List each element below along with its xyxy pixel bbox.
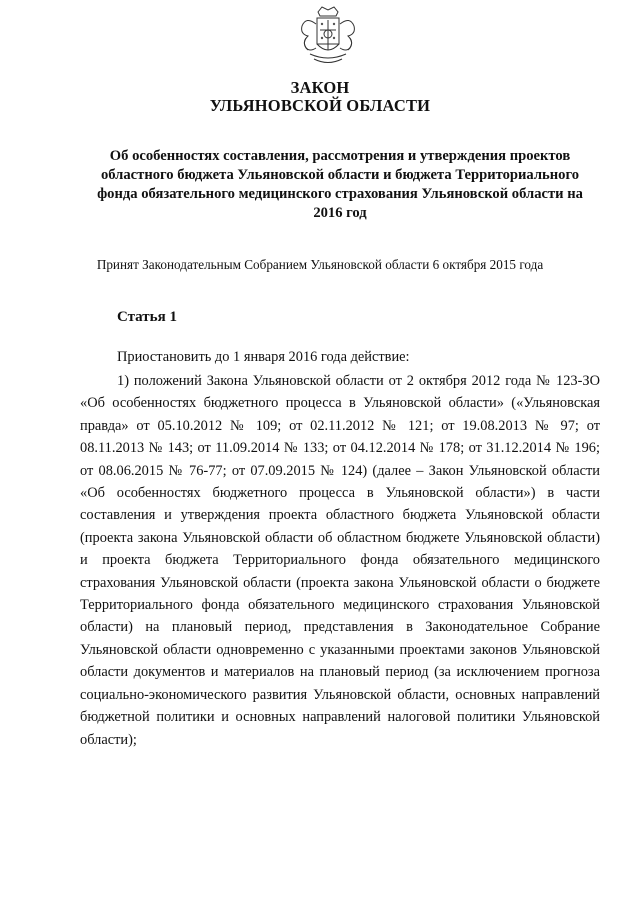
article-heading: Статья 1 [117,309,177,325]
adoption-note: Принят Законодательным Собранием Ульяновской области 6 октября 2015 года [96,257,544,272]
region-title: УЛЬЯНОВСКОЙ ОБЛАСТИ [209,96,431,115]
law-subject-heading: Об особенностях составления, рассмотрения и утверждения проектов областного бюджета Ульяновской области и бюджета Территориального фонда обязательного медицинского страхования Ульяновской области на 2016 год [97,148,583,221]
article-item-1-paragraph: 1) положений Закона Ульяновской области от 2 октября 2012 года № 123-ЗО «Об особенностях бюджетного процесса в Ульяновской области» («Ульяновская правда» от 05.10.2012 № 109; от 02.11.2012 № 121; от 19.08.2013 № 97; от 08.11.2013 № 143; от 11.09.2014 № 133; от 04.12.2014 № 178; от 31.12.2014 № 196; от 08.06.2015 № 76-77; от 07.09.2015 № 124) (далее – Закон Ульяновской области «Об особенностях бюджетного процесса в Ульяновской области») в части составления и утверждения проекта областного бюджета Ульяновской области (проекта закона Ульяновской области об областном бюджете Ульяновской области) и проекта бюджета Территориального фонда обязательного медицинского страхования Ульяновской области (проекта закона Ульяновской области о бюджете Территориального фонда обязательного медицинского страхования Ульяновской области) на плановый период, представления в Законодательное Собрание Ульяновской области одновременно с указанными проектами законов Ульяновской области документов и материалов на плановый период (за исключением прогноза социально-экономического развития Ульяновской области, основных направлений бюджетной политики и основных направлений налоговой политики Ульяновской области); [80,373,600,748]
document-type-title: ЗАКОН [290,78,350,97]
article-intro-paragraph: Приостановить до 1 января 2016 года действие: [117,349,410,365]
coat-of-arms-emblem [296,4,360,70]
